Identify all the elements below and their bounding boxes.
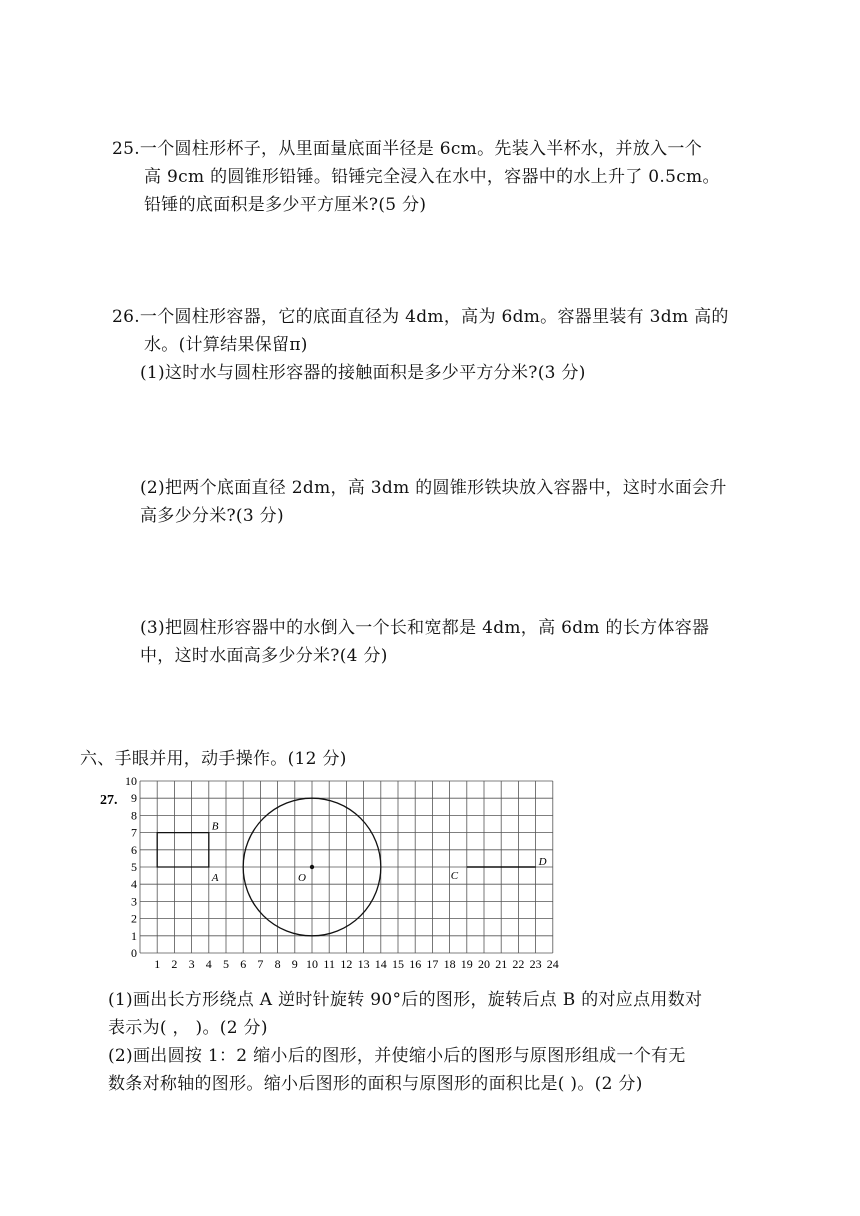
section-6-title: 六、手眼并用，动手操作。(12 分) bbox=[80, 749, 347, 769]
x-tick-label: 5 bbox=[223, 957, 229, 971]
y-axis-ticks bbox=[125, 774, 137, 960]
q26-sub2-line-1: (2)把两个底面直径 2dm，高 3dm 的圆锥形铁块放入容器中，这时水面会升 bbox=[140, 478, 727, 498]
q27-sub2-line-2: 数条对称轴的图形。缩小后图形的面积与原图形的面积比是( )。(2 分) bbox=[108, 1074, 643, 1094]
point-label-d: D bbox=[538, 856, 547, 868]
x-tick-label: 9 bbox=[291, 957, 298, 971]
x-tick-label: 2 bbox=[171, 957, 178, 971]
x-axis-ticks bbox=[154, 957, 559, 971]
x-tick-label: 14 bbox=[374, 957, 387, 971]
q26-sub3-line-2: 中，这时水面高多少分米?(4 分) bbox=[140, 646, 388, 666]
q27-sub1-line-1: (1)画出长方形绕点 A 逆时针旋转 90°后的图形，旋转后点 B 的对应点用数对 bbox=[108, 990, 703, 1010]
x-tick-label: 21 bbox=[495, 957, 508, 971]
q27-sub1-line-2: 表示为( ， )。(2 分) bbox=[108, 1018, 268, 1038]
coordinate-grid-figure bbox=[96, 774, 566, 975]
point-label-c: C bbox=[450, 870, 459, 882]
y-tick-label: 2 bbox=[131, 911, 137, 926]
x-tick-label: 16 bbox=[409, 957, 422, 971]
x-tick-label: 20 bbox=[478, 957, 490, 971]
x-tick-label: 6 bbox=[240, 957, 247, 971]
q27-number: 27. bbox=[100, 793, 118, 808]
x-tick-label: 22 bbox=[512, 957, 525, 971]
y-tick-label: 4 bbox=[131, 877, 137, 892]
q26-sub2-line-2: 高多少分米?(3 分) bbox=[140, 506, 284, 526]
q25-line-2: 高 9cm 的圆锥形铅锤。铅锤完全浸入在水中，容器中的水上升了 0.5cm。 bbox=[144, 167, 720, 187]
y-tick-label: 5 bbox=[131, 860, 137, 874]
q26-sub3-line-1: (3)把圆柱形容器中的水倒入一个长和宽都是 4dm，高 6dm 的长方体容器 bbox=[140, 618, 710, 638]
x-tick-label: 1 bbox=[154, 957, 161, 971]
point-label-b: B bbox=[211, 820, 219, 833]
x-tick-label: 8 bbox=[274, 957, 281, 971]
x-tick-label: 7 bbox=[257, 957, 264, 971]
q26-sub1: (1)这时水与圆柱形容器的接触面积是多少平方分米?(3 分) bbox=[140, 363, 586, 383]
y-tick-label: 0 bbox=[131, 946, 137, 960]
point-label-a: A bbox=[211, 872, 219, 884]
x-tick-label: 3 bbox=[188, 957, 195, 971]
center-point-o bbox=[310, 865, 314, 869]
q26-line-1: 26.一个圆柱形容器，它的底面直径为 4dm，高为 6dm。容器里装有 3dm 高的 bbox=[112, 307, 729, 327]
q25-line-3: 铅锤的底面积是多少平方厘米?(5 分) bbox=[144, 195, 427, 215]
x-tick-label: 17 bbox=[426, 957, 439, 971]
y-tick-label: 1 bbox=[131, 928, 137, 943]
x-tick-label: 4 bbox=[205, 957, 212, 971]
y-tick-label: 10 bbox=[125, 774, 137, 788]
y-tick-label: 6 bbox=[131, 842, 137, 857]
x-tick-label: 19 bbox=[460, 957, 473, 971]
x-tick-label: 18 bbox=[443, 957, 456, 971]
q25-line-1: 25.一个圆柱形杯子，从里面量底面半径是 6cm。先装入半杯水，并放入一个 bbox=[112, 139, 702, 159]
x-tick-label: 24 bbox=[546, 957, 559, 971]
y-tick-label: 9 bbox=[131, 791, 137, 806]
x-tick-label: 10 bbox=[306, 957, 318, 971]
x-tick-label: 23 bbox=[529, 957, 542, 971]
point-label-o: O bbox=[298, 872, 306, 884]
x-tick-label: 13 bbox=[357, 957, 370, 971]
x-tick-label: 12 bbox=[340, 957, 353, 971]
y-tick-label: 7 bbox=[131, 825, 137, 840]
x-tick-label: 15 bbox=[392, 957, 404, 971]
x-tick-label: 11 bbox=[323, 957, 335, 971]
y-tick-label: 8 bbox=[131, 808, 137, 823]
y-tick-label: 3 bbox=[131, 894, 137, 909]
q27-sub2-line-1: (2)画出圆按 1：2 缩小后的图形，并使缩小后的图形与原图形组成一个有无 bbox=[108, 1046, 686, 1066]
q26-line-2: 水。(计算结果保留π) bbox=[144, 335, 308, 355]
